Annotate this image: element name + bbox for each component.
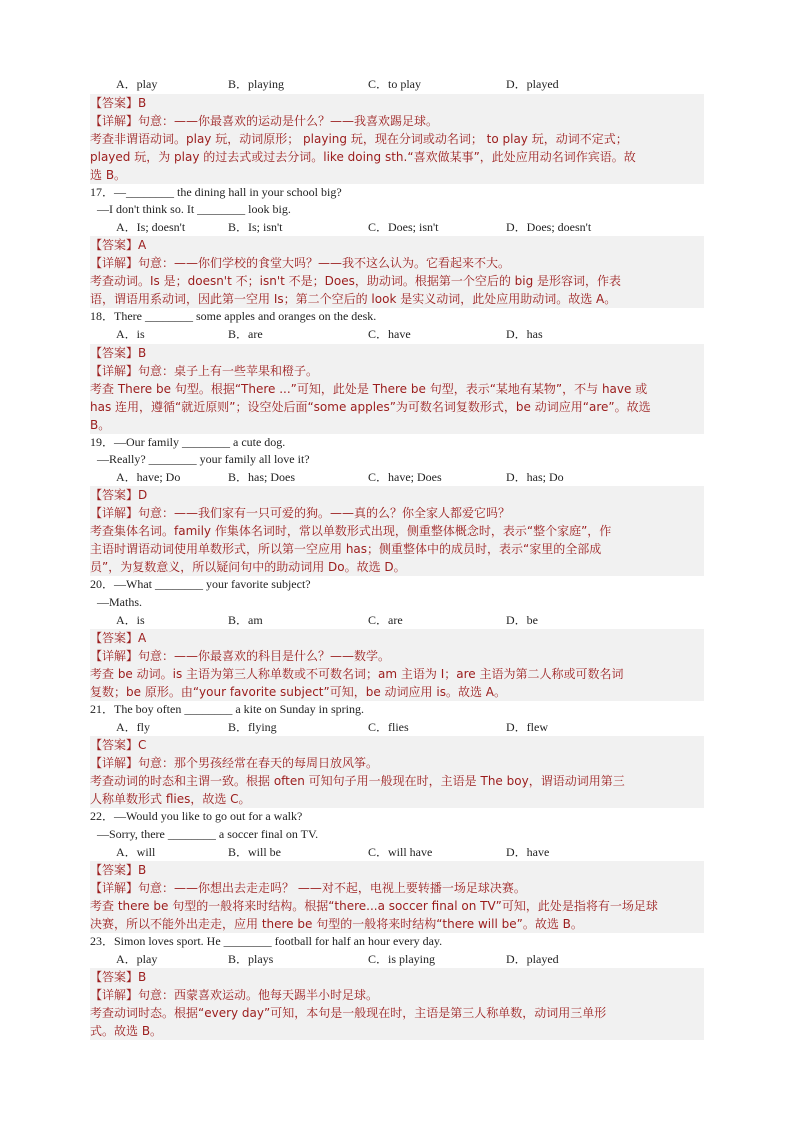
explanation-line: 考查 be 动词。is 主语为第三人称单数或不可数名词；am 主语为 I；are 主语为第二人称或可数名词 — [90, 667, 624, 682]
answer-label: 【答案】B — [90, 863, 147, 878]
option-b: B．will be — [228, 844, 281, 859]
explanation-line: 【详解】句意：那个男孩经常在春天的每周日放风筝。 — [90, 756, 379, 771]
question-block — [90, 808, 704, 933]
explanation-line: 考查非谓语动词。play 玩，动词原形； playing 玩，现在分词或动名词； to play 玩，动词不定式； — [90, 131, 628, 146]
explanation-line: 选 B。 — [90, 167, 127, 182]
option-d: D．has — [506, 326, 543, 341]
question-stem: 18．There ________ some apples and oranges on the desk. — [90, 309, 377, 324]
options-row — [90, 76, 704, 94]
option-c: C．is playing — [368, 951, 436, 966]
option-a: A．have; Do — [116, 469, 181, 484]
option-c: C．Does; isn't — [368, 219, 439, 234]
question-block — [90, 184, 704, 309]
explanation-line: played 玩，为 play 的过去式或过去分词。like doing sth.“喜欢做某事”，此处应用动名词作宾语。故 — [90, 149, 636, 164]
explanation-line: B。 — [90, 417, 111, 432]
explanation-line: has 连用，遵循“就近原则”；设空处后面“some apples”为可数名词复数形式，be 动词应用“are”。故选 — [90, 399, 651, 414]
explanation-line: 【详解】句意：——我们家有一只可爱的狗。——真的么？你全家人都爱它吗？ — [90, 506, 511, 521]
option-c: C．are — [368, 612, 403, 627]
option-a: A．is — [116, 612, 145, 627]
answer-explanation — [90, 968, 704, 1040]
option-b: B．Is; isn't — [228, 219, 283, 234]
explanation-line: 考查动词时态。根据“every day”可知，本句是一般现在时，主语是第三人称单数，动词用三单形 — [90, 1006, 607, 1021]
question-stem-line: —Really? ________ your family all love it? — [97, 452, 310, 467]
answer-label: 【答案】B — [90, 970, 147, 985]
answer-label: 【答案】A — [90, 631, 147, 646]
explanation-line: 员”，为复数意义，所以疑问句中的助动词用 Do。故选 D。 — [90, 560, 406, 575]
options-row — [90, 326, 704, 344]
option-a: A．Is; doesn't — [116, 219, 186, 234]
option-d: D．has; Do — [506, 469, 564, 484]
options-row — [90, 469, 704, 487]
answer-label: 【答案】B — [90, 95, 147, 110]
answer-explanation — [90, 629, 704, 701]
options-row — [90, 719, 704, 737]
explanation-line: 人称单数形式 flies，故选 C。 — [90, 792, 251, 807]
options-row — [90, 219, 704, 237]
option-b: B．flying — [228, 719, 277, 734]
option-a: A．is — [116, 326, 145, 341]
question-stem: 22．—Would you like to go out for a walk? — [90, 809, 303, 824]
option-a: A．play — [116, 77, 158, 91]
explanation-line: 考查动词。Is 是；doesn't 不；isn't 不是；Does，助动词。根据第一个空后的 big 是形容词，作表 — [90, 274, 622, 289]
question-block — [90, 308, 704, 433]
answer-label: 【答案】B — [90, 345, 147, 360]
question-stem: 19．—Our family ________ a cute dog. — [90, 434, 286, 449]
explanation-line: 决赛，所以不能外出走走，应用 there be 句型的一般将来时结构“there will be”。故选 B。 — [90, 917, 583, 932]
answer-explanation — [90, 486, 704, 576]
question-block — [90, 576, 704, 701]
question-block — [90, 434, 704, 577]
option-d: D．Does; doesn't — [506, 219, 592, 234]
explanation-line: 【详解】句意：——你想出去走走吗？ ——对不起，电视上要转播一场足球决赛。 — [90, 881, 526, 896]
explanation-line: 【详解】句意：——你最喜欢的运动是什么？——我喜欢踢足球。 — [90, 113, 439, 128]
explanation-line: 【详解】句意：——你最喜欢的科目是什么？——数学。 — [90, 649, 391, 664]
question-stem: 20．—What ________ your favorite subject? — [90, 577, 311, 592]
option-b: B．playing — [228, 77, 284, 91]
explanation-line: 语，谓语用系动词，因此第一空用 Is；第二个空后的 look 是实义动词，此处应用助动词。故选 A。 — [90, 292, 617, 307]
explanation-line: 【详解】句意：桌子上有一些苹果和橙子。 — [90, 363, 319, 378]
question-stem-line: —Maths. — [97, 594, 142, 609]
explanation-line: 考查 There be 句型。根据“There ...”可知，此处是 There be 句型，表示“某地有某物”，不与 have 或 — [90, 381, 648, 396]
explanation-line: 主语时谓语动词使用单数形式，所以第一空应用 has；侧重整体中的成员时，表示“家里的全部成 — [90, 542, 602, 557]
question-stem: 23．Simon loves sport. He ________ football for half an hour every day. — [90, 934, 443, 949]
explanation-line: 复数；be 原形。由“your favorite subject”可知，be 动词应用 is。故选 A。 — [90, 685, 506, 700]
option-d: D．played — [506, 951, 559, 966]
option-a: A．play — [116, 951, 158, 966]
answer-explanation — [90, 344, 704, 434]
option-d: D．be — [506, 612, 538, 627]
question-block — [90, 701, 704, 808]
options-row — [90, 951, 704, 969]
answer-explanation — [90, 861, 704, 933]
option-a: A．fly — [116, 719, 150, 734]
explanation-line: 考查集体名词。family 作集体名词时，常以单数形式出现，侧重整体概念时，表示“整个家庭”，作 — [90, 524, 612, 539]
option-b: B．plays — [228, 951, 274, 966]
options-row — [90, 844, 704, 862]
explanation-line: 考查动词的时态和主谓一致。根据 often 可知句子用一般现在时，主语是 The boy，谓语动词用第三 — [90, 774, 625, 789]
question-block — [90, 76, 704, 184]
option-d: D．flew — [506, 719, 548, 734]
question-stem: 17．—________ the dining hall in your school big? — [90, 184, 342, 199]
explanation-line: 式。故选 B。 — [90, 1024, 163, 1039]
option-c: C．have — [368, 326, 411, 341]
option-c: C．will have — [368, 844, 433, 859]
question-block — [90, 933, 704, 1040]
explanation-line: 考查 there be 句型的一般将来时结构。根据“there...a soccer final on TV”可知，此处是指将有一场足球 — [90, 899, 658, 914]
option-b: B．are — [228, 326, 263, 341]
answer-explanation — [90, 736, 704, 808]
option-b: B．has; Does — [228, 469, 295, 484]
explanation-line: 【详解】句意：西蒙喜欢运动。他每天踢半小时足球。 — [90, 988, 379, 1003]
answer-explanation — [90, 94, 704, 184]
answer-label: 【答案】A — [90, 238, 147, 253]
answer-label: 【答案】D — [90, 488, 148, 503]
answer-label: 【答案】C — [90, 738, 147, 753]
option-b: B．am — [228, 612, 263, 627]
question-stem: 21．The boy often ________ a kite on Sunday in spring. — [90, 702, 364, 717]
option-c: C．flies — [368, 719, 409, 734]
option-d: D．played — [506, 77, 559, 91]
option-c: C．have; Does — [368, 469, 442, 484]
option-c: C．to play — [368, 77, 421, 91]
option-a: A．will — [116, 844, 156, 859]
explanation-line: 【详解】句意：——你们学校的食堂大吗？——我不这么认为。它看起来不大。 — [90, 256, 511, 271]
answer-explanation — [90, 236, 704, 308]
question-stem-line: —Sorry, there ________ a soccer final on TV. — [97, 826, 319, 841]
question-stem-line: —I don't think so. It ________ look big. — [97, 202, 291, 217]
document-body — [90, 76, 704, 1040]
options-row — [90, 612, 704, 630]
option-d: D．have — [506, 844, 550, 859]
